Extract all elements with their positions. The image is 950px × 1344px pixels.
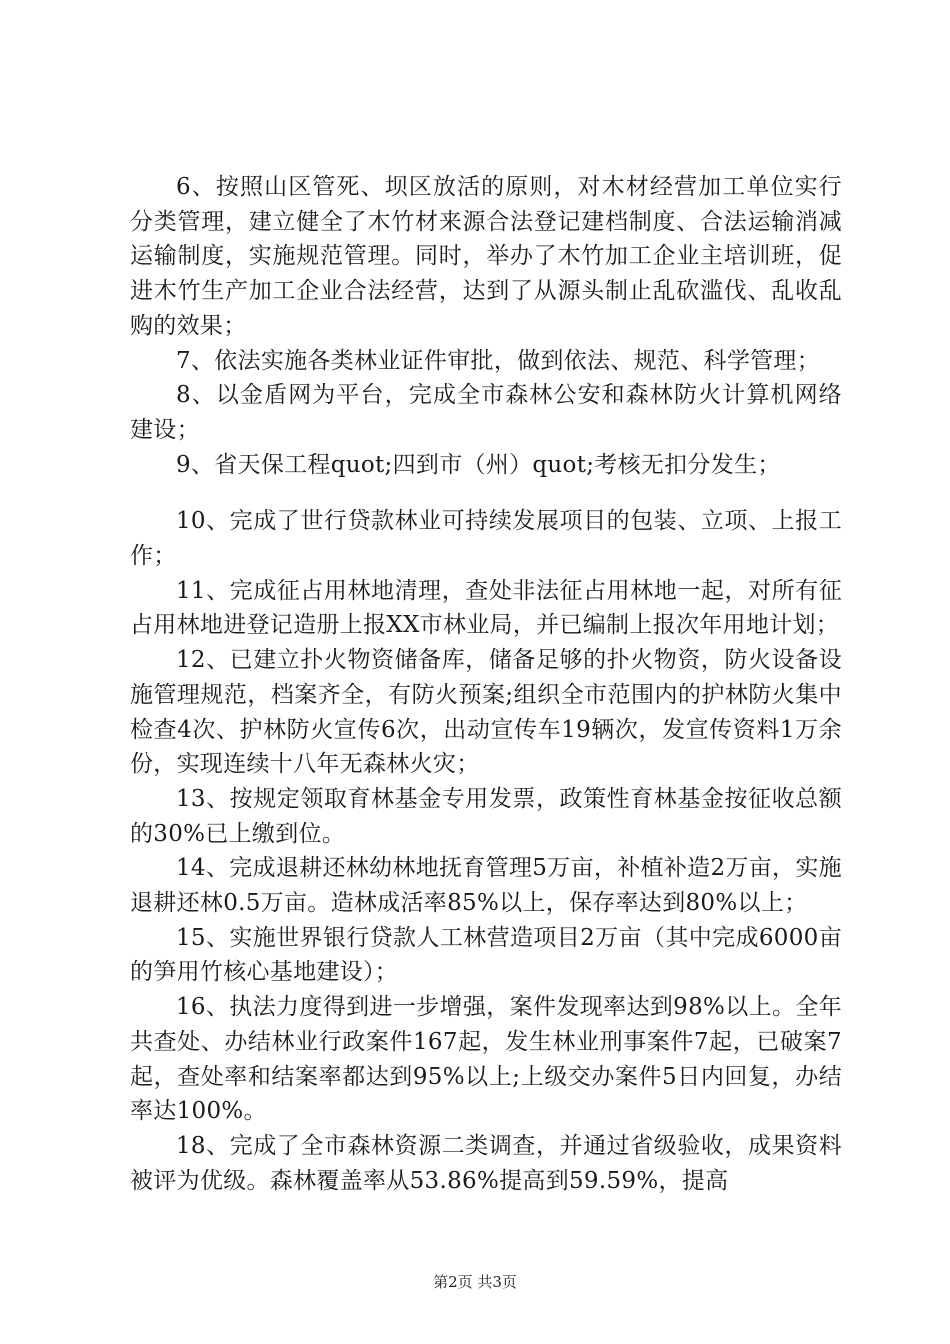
paragraph-item-14: 14、完成退耕还林幼林地抚育管理5万亩，补植补造2万亩，实施退耕还林0.5万亩。造林成活率85%以上，保存率达到80%以上； xyxy=(130,855,842,917)
paragraph-item-8: 8、以金盾网为平台，完成全市森林公安和森林防火计算机网络建设； xyxy=(130,382,842,443)
paragraph-item-12: 12、已建立扑火物资储备库，储备足够的扑火物资，防火设备设施管理规范，档案齐全，有防火预案;组织全市范围内的护林防火集中检查4次、护林防火宣传6次，出动宣传车19辆次，发宣传资料1万余份，实现连续十八年无森林火灾； xyxy=(130,647,842,778)
paragraph-item-16: 16、执法力度得到进一步增强，案件发现率达到98%以上。全年共查处、办结林业行政案件167起，发生林业刑事案件7起，已破案7起，查处率和结案率都达到95%以上;上级交办案件5日内回复，办结率达100%。 xyxy=(130,994,842,1125)
paragraph-item-11: 11、完成征占用林地清理，查处非法征占用林地一起，对所有征占用林地进登记造册上报XX市林业局，并已编制上报次年用地计划； xyxy=(130,577,842,639)
paragraph-item-10: 10、完成了世行贷款林业可持续发展项目的包装、立项、上报工作； xyxy=(130,508,842,570)
document-body xyxy=(130,170,842,1198)
paragraph-item-7: 7、依法实施各类林业证件审批，做到依法、规范、科学管理； xyxy=(176,347,821,374)
paragraph-item-6: 6、按照山区管死、坝区放活的原则，对木材经营加工单位实行分类管理，建立健全了木竹材来源合法登记建档制度、合法运输消减运输制度，实施规范管理。同时，举办了木竹加工企业主培训班，促进木竹生产加工企业合法经营，达到了从源头制止乱砍滥伐、乱收乱购的效果； xyxy=(130,174,842,339)
page-number-footer: 第2页 共3页 xyxy=(433,1273,517,1291)
paragraph-item-18: 18、完成了全市森林资源二类调查，并通过省级验收，成果资料被评为优级。森林覆盖率从53.86%提高到59.59%，提高 xyxy=(130,1132,842,1194)
paragraph-item-9: 9、省天保工程quot;四到市（州）quot;考核无扣分发生； xyxy=(176,451,781,478)
paragraph-item-15: 15、实施世界银行贷款人工林营造项目2万亩（其中完成6000亩的笋用竹核心基地建设）； xyxy=(130,924,842,986)
paragraph-item-13: 13、按规定领取育林基金专用发票，政策性育林基金按征收总额的30%已上缴到位。 xyxy=(130,785,842,847)
